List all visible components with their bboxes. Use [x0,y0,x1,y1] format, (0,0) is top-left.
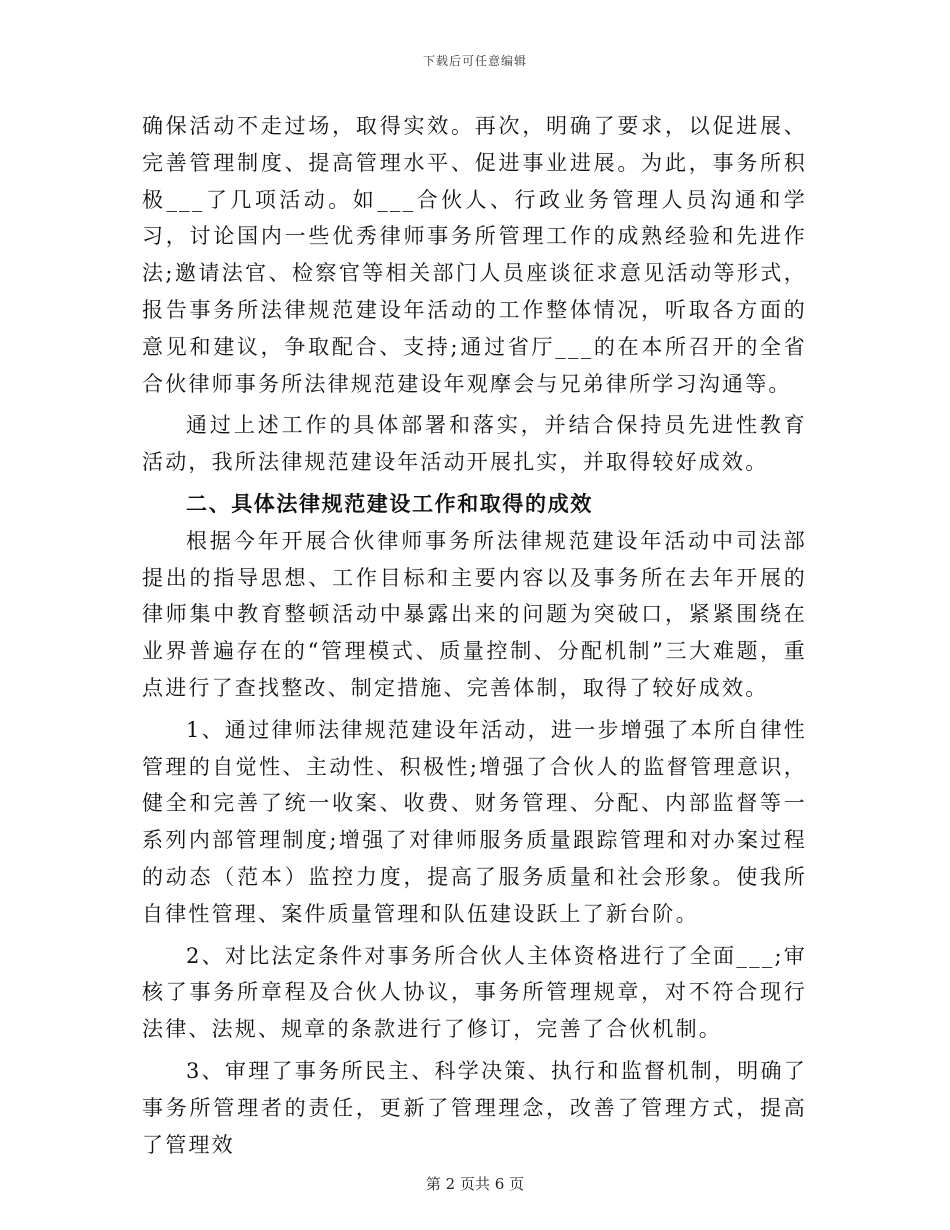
page-header: 下载后可任意编辑 [422,54,527,68]
document-body [142,108,807,1163]
section-heading: 二、具体法律规范建设工作和取得的成效 [186,490,593,516]
paragraph-item-2: 2、对比法定条件对事务所合伙人主体资格进行了全面___;审核了事务所章程及合伙人协议，事务所管理规章，对不符合现行法律、法规、规章的条款进行了修订，完善了合伙机制。 [142,943,807,1042]
paragraph-item-3: 3、审理了事务所民主、科学决策、执行和监督机制，明确了事务所管理者的责任，更新了管理理念，改善了管理方式，提高了管理效 [142,1058,807,1157]
paragraph-summary: 通过上述工作的具体部署和落实，并结合保持员先进性教育活动，我所法律规范建设年活动开展扎实，并取得较好成效。 [142,413,807,475]
paragraph-item-1: 1、通过律师法律规范建设年活动，进一步增强了本所自律性管理的自觉性、主动性、积极性;增强了合伙人的监督管理意识，健全和完善了统一收案、收费、财务管理、分配、内部监督等一系列内部管理制度;增强了对律师服务质量跟踪管理和对办案过程的动态（范本）监控力度，提高了服务质量和社会形象。使我所自律性管理、案件质量管理和队伍建设跃上了新台阶。 [142,717,807,926]
page-number-footer: 第 2 页共 6 页 [425,1175,525,1193]
paragraph-continuation: 确保活动不走过场，取得实效。再次，明确了要求，以促进展、完善管理制度、提高管理水平、促进事业进展。为此，事务所积极___了几项活动。如___合伙人、行政业务管理人员沟通和学习，讨论国内一些优秀律师事务所管理工作的成熟经验和先进作法;邀请法官、检察官等相关部门人员座谈征求意见活动等形式，报告事务所法律规范建设年活动的工作整体情况，听取各方面的意见和建议，争取配合、支持;通过省厅___的在本所召开的全省合伙律师事务所法律规范建设年观摩会与兄弟律所学习沟通等。 [142,114,807,396]
paragraph-intro: 根据今年开展合伙律师事务所法律规范建设年活动中司法部提出的指导思想、工作目标和主要内容以及事务所在去年开展的律师集中教育整顿活动中暴露出来的问题为突破口，紧紧围绕在业界普遍存在的“管理模式、质量控制、分配机制”三大难题，重点进行了查找整改、制定措施、完善体制，取得了较好成效。 [142,528,807,700]
